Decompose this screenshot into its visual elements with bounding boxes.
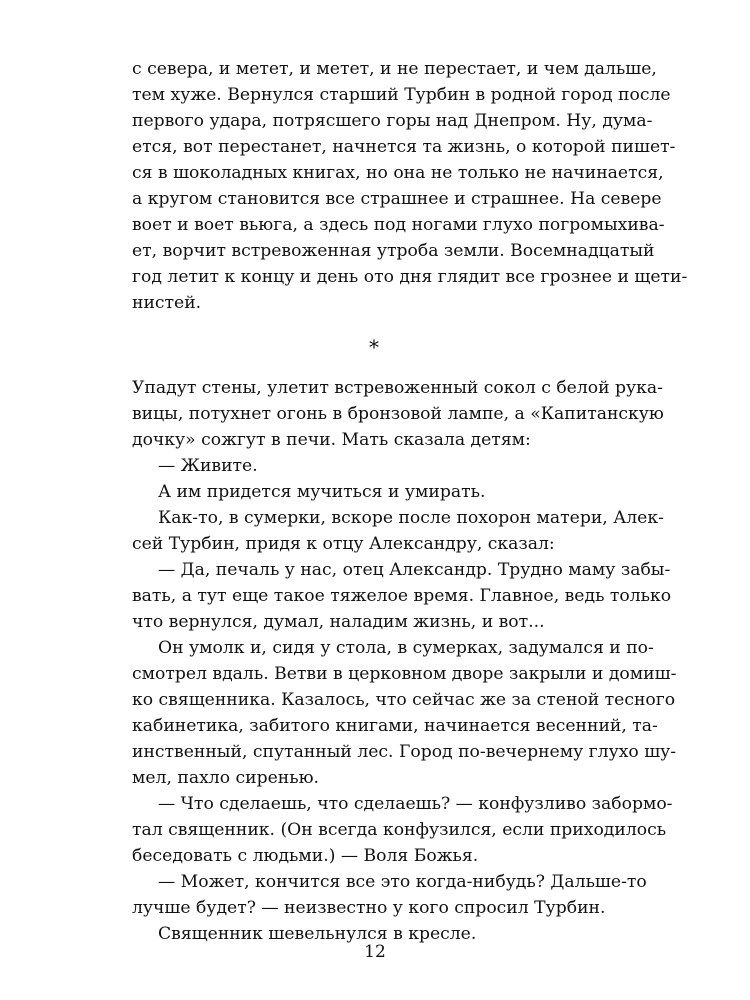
text-line: мел, пахло сиренью. [132,768,320,788]
text-line: Он умолк и, сидя у стола, в сумерках, задумался и по- [158,638,654,658]
text-line: А им придется мучиться и умирать. [158,482,486,502]
text-line: тал священник. (Он всегда конфузился, если приходилось [132,820,667,840]
text-line: Упадут стены, улетит встревоженный сокол с белой рука- [132,378,663,398]
text-line: тем хуже. Вернулся старший Турбин в родной город после [132,85,671,105]
text-line: воет и воет вьюга, а здесь под ногами глухо погромыхива- [132,215,665,235]
text-line: вицы, потухнет огонь в бронзовой лампе, а «Капитанскую [132,404,664,424]
text-line: Священник шевельнулся в кресле. [158,924,477,944]
text-line: ется, вот перестанет, начнется та жизнь, о которой пишет- [132,137,676,157]
text-line: первого удара, потрясшего горы над Днепром. Ну, дума- [132,111,653,131]
dialogue-line: — Да, печаль у нас, отец Александр. Трудно маму забы- [158,560,671,580]
text-line: вать, а тут еще такое тяжелое время. Главное, ведь только [132,586,672,606]
dialogue-line: — Что сделаешь, что сделаешь? — конфузливо забормо- [158,794,673,814]
text-line: лучше будет? — неизвестно у кого спросил Турбин. [132,898,606,918]
text-line: дочку» сожгут в печи. Мать сказала детям: [132,430,531,450]
page-number: 12 [364,942,386,962]
text-line: с севера, и метет, и метет, и не перестает, и чем дальше, [132,59,657,79]
text-line: ет, ворчит встревоженная утроба земли. Восемнадцатый [132,241,655,261]
dialogue-line: — Может, кончится все это когда-нибудь? Дальше-то [158,872,647,892]
text-line: смотрел вдаль. Ветви в церковном дворе закрыли и домиш- [132,664,677,684]
text-line: что вернулся, думал, наладим жизнь, и вот... [132,612,545,632]
text-line: нистей. [132,293,202,313]
text-line: ко священника. Казалось, что сейчас же за стеной тесного [132,690,676,710]
text-line: беседовать с людьми.) — Воля Божья. [132,846,479,866]
text-line: а кругом становится все страшнее и страшнее. На севере [132,189,662,209]
text-line: Как-то, в сумерки, вскоре после похорон матери, Алек- [158,508,664,528]
text-line: год летит к концу и день ото дня глядит все грознее и щети- [132,267,688,287]
text-line: сей Турбин, придя к отцу Александру, сказал: [132,534,555,554]
section-separator: * [369,335,379,359]
text-line: инственный, спутанный лес. Город по-вечернему глухо шу- [132,742,677,762]
dialogue-line: — Живите. [158,456,258,476]
text-line: ся в шоколадных книгах, но она не только не начинается, [132,163,664,183]
text-line: кабинетика, забитого книгами, начинается весенний, та- [132,716,658,736]
